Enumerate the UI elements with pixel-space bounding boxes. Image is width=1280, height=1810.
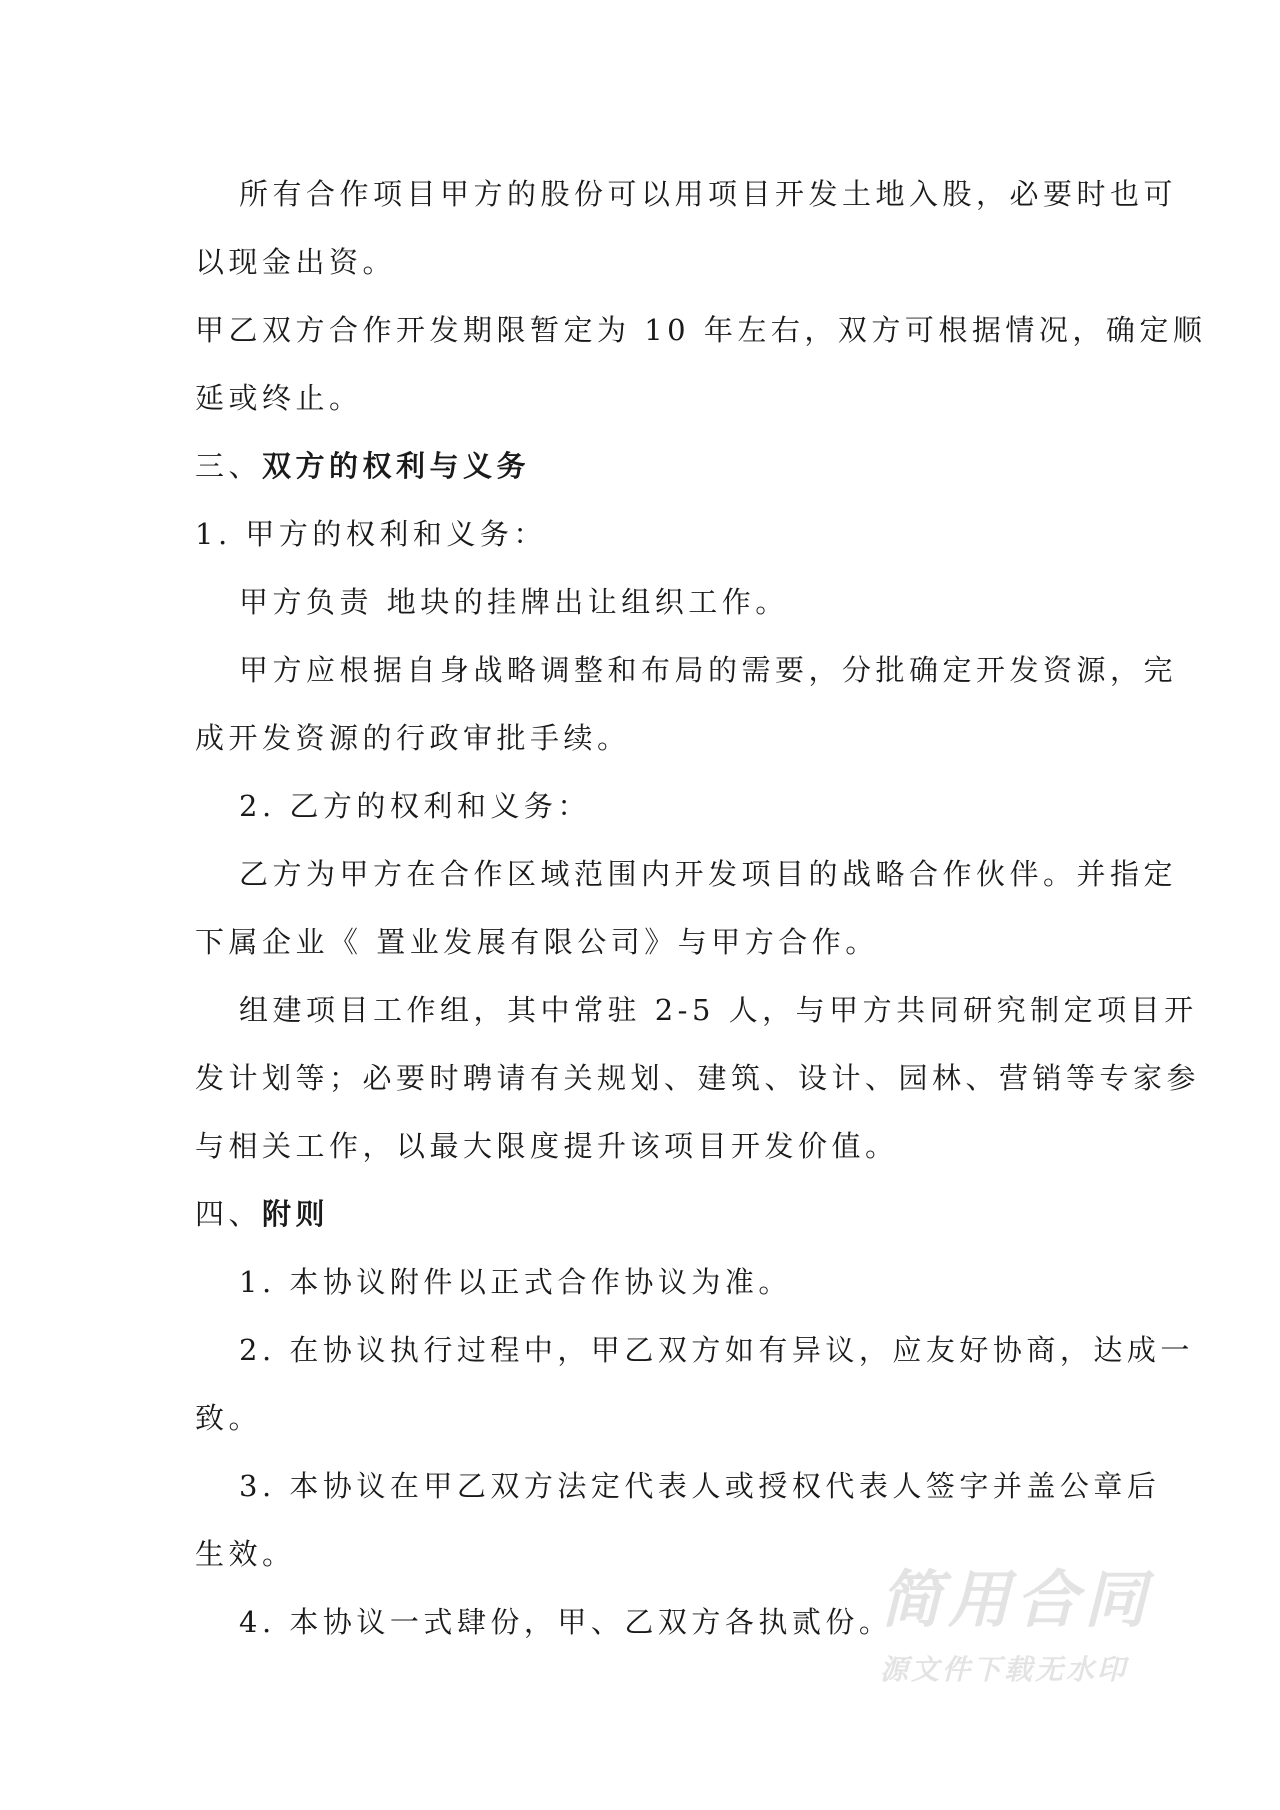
watermark-logo-text: 简用合同 [880,1563,1153,1636]
section-title: 附则 [262,1197,330,1231]
paragraph-line: 下属企业《 置业发展有限公司》与甲方合作。 [195,925,879,959]
paragraph-line: 组建项目工作组，其中常驻 2-5 人，与甲方共同研究制定项目开 [239,993,1198,1027]
section-3-heading [195,432,1090,500]
clause-line: 4. 本协议一式肆份，甲、乙双方各执贰份。 [239,1605,893,1639]
paragraph-line: 发计划等；必要时聘请有关规划、建筑、设计、园林、营销等专家参 [195,1061,1201,1095]
subsection-2-heading: 2. 乙方的权利和义务： [239,789,591,823]
section-number: 四、 [195,1197,263,1231]
paragraph-line: 与相关工作，以最大限度提升该项目开发价值。 [195,1129,899,1163]
paragraph-line: 延或终止。 [195,381,363,415]
paragraph-line: 成开发资源的行政审批手续。 [195,721,631,755]
paragraph-line: 甲方应根据自身战略调整和布局的需要，分批确定开发资源，完 [239,653,1178,687]
clause-line: 生效。 [195,1537,296,1571]
clause-line: 1. 本协议附件以正式合作协议为准。 [239,1265,792,1299]
paragraph-line: 甲方负责 地块的挂牌出让组织工作。 [239,585,789,619]
section-number: 三、 [195,449,263,483]
paragraph-line: 甲乙双方合作开发期限暂定为 10 年左右，双方可根据情况，确定顺 [195,313,1207,347]
paragraph-line: 以现金出资。 [195,245,397,279]
watermark [880,1560,1200,1690]
section-title: 双方的权利与义务 [262,449,531,483]
clause-line: 3. 本协议在甲乙双方法定代表人或授权代表人签字并盖公章后 [239,1469,1161,1503]
section-4-heading [195,1180,1090,1248]
watermark-subtext: 源文件下载无水印 [880,1653,1129,1686]
paragraph-line: 乙方为甲方在合作区域范围内开发项目的战略合作伙伴。并指定 [239,857,1178,891]
clause-line: 2. 在协议执行过程中，甲乙双方如有异议，应友好协商，达成一 [239,1333,1194,1367]
subsection-1-heading: 1. 甲方的权利和义务： [195,517,547,551]
clause-line: 致。 [195,1401,263,1435]
paragraph-line: 所有合作项目甲方的股份可以用项目开发土地入股，必要时也可 [239,177,1178,211]
document-page [195,160,1207,1656]
